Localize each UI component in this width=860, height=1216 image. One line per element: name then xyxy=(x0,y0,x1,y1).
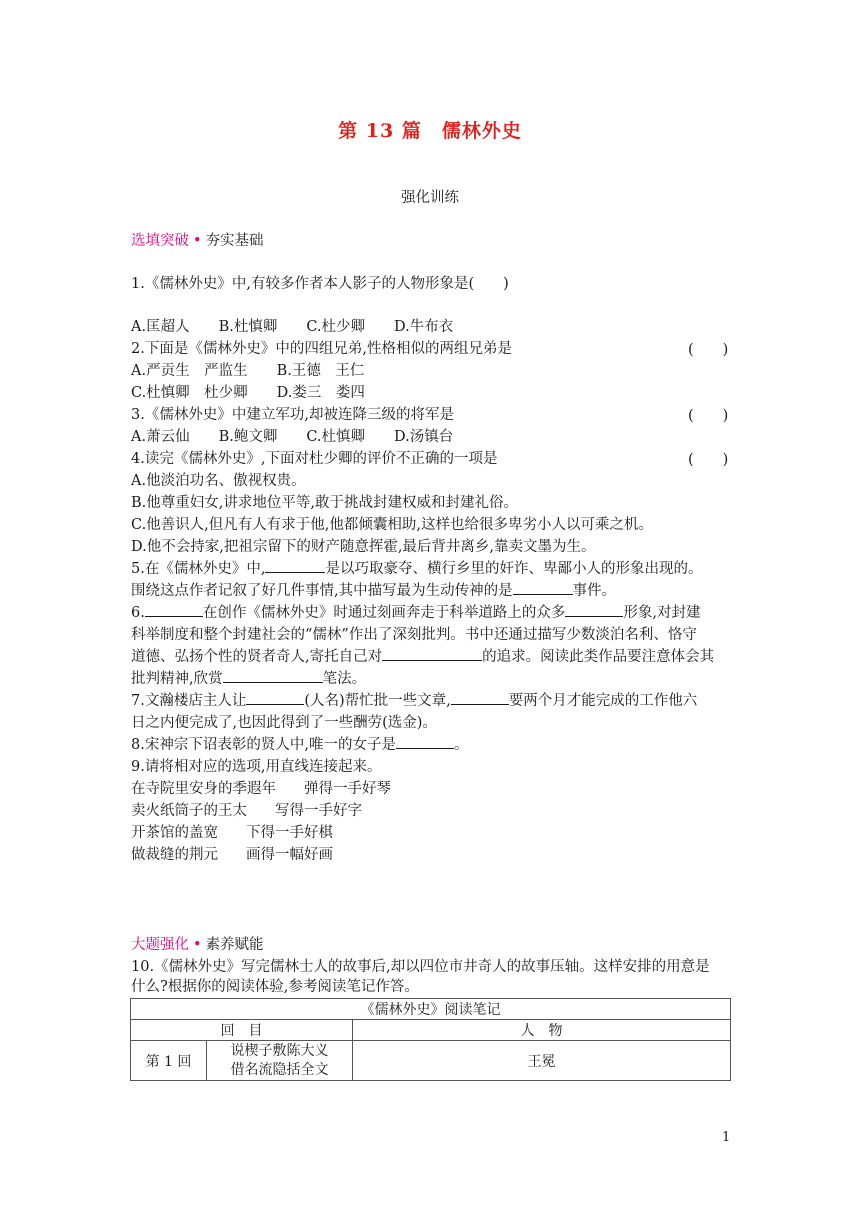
section-bullet: • xyxy=(193,233,202,249)
q6-line4 xyxy=(131,668,366,690)
q7-text-b: (人名)帮忙批一些文章, xyxy=(304,693,451,709)
q8-text-b: 。 xyxy=(453,737,469,753)
answer-blank[interactable] xyxy=(246,690,304,705)
page-subtitle: 强化训练 xyxy=(401,190,459,206)
page-number: 1 xyxy=(722,1130,731,1145)
answer-blank[interactable] xyxy=(265,558,325,573)
q2-options-cd: C.杜慎卿 杜少卿 D.娄三 娄四 xyxy=(131,385,365,401)
q6-text-d: 道德、弘扬个性的贤者奇人,寄托自己对 xyxy=(131,649,383,665)
q2-text: 2.下面是《儒林外史》中的四组兄弟,性格相似的两组兄弟是 xyxy=(131,341,512,357)
page-title: 第 13 篇 儒林外史 xyxy=(338,120,522,142)
section-sub: 夯实基础 xyxy=(205,233,264,249)
q3-options: A.萧云仙 B.鲍文卿 C.杜慎卿 D.汤镇台 xyxy=(131,429,454,445)
section-label: 大题强化 xyxy=(131,937,189,953)
chapter-title-line: 说楔子敷陈大义 xyxy=(230,1042,329,1059)
q6-text-b: 在创作《儒林外史》时通过刻画奔走于科举道路上的众多 xyxy=(202,605,566,621)
q6-text-e: 的追求。阅读此类作品要注意体会其 xyxy=(482,649,715,665)
q9-right-item[interactable]: 下得一手好棋 xyxy=(246,825,333,841)
q5-text-c: 围绕这点作者记叙了好几件事情,其中描写最为生动传神的是 xyxy=(131,583,513,599)
q4-option-a: A.他淡泊功名、傲视权贵。 xyxy=(131,473,306,489)
q9-left-item[interactable]: 做裁缝的荆元 xyxy=(131,847,218,863)
q4-paren: ( ) xyxy=(688,452,729,468)
q2-options-ab: A.严贡生 严监生 B.王德 王仁 xyxy=(131,363,365,379)
answer-blank[interactable] xyxy=(565,602,623,617)
answer-blank[interactable] xyxy=(145,602,203,617)
q10-line1: 10.《儒林外史》写完儒林士人的故事后,却以四位市井奇人的故事压轴。这样安排的用意是 xyxy=(131,959,710,975)
q9-text: 9.请将相对应的选项,用直线连接起来。 xyxy=(131,759,382,775)
answer-blank[interactable] xyxy=(223,668,323,683)
section-sub: 素养赋能 xyxy=(205,937,264,953)
section-header-basics xyxy=(131,230,264,252)
q6-line3 xyxy=(131,646,714,668)
q7-line2: 日之内便完成了,也因此得到了一些酬劳(选金)。 xyxy=(131,715,437,731)
q9-left-item[interactable]: 开茶馆的盖宽 xyxy=(131,825,218,841)
q9-row xyxy=(131,800,362,822)
q4-text: 4.读完《儒林外史》,下面对杜少卿的评价不正确的一项是 xyxy=(131,451,498,467)
q8-line xyxy=(131,734,468,756)
q3-paren: ( ) xyxy=(688,408,729,424)
q4-option-c: C.他善识人,但凡有人有求于他,他都倾囊相助,这样也给很多卑劣小人以可乘之机。 xyxy=(131,517,654,533)
q6-text-g: 笔法。 xyxy=(322,671,367,687)
answer-blank[interactable] xyxy=(451,690,509,705)
q4-option-d: D.他不会持家,把祖宗留下的财产随意挥霍,最后背井离乡,靠卖文墨为生。 xyxy=(131,539,596,555)
q6-line2: 科举制度和整个封建社会的“儒林”作出了深刻批判。书中还通过描写少数淡泊名利、恪守 xyxy=(131,627,697,643)
q5-text-d: 事件。 xyxy=(572,583,617,599)
q9-right-item[interactable]: 画得一幅好画 xyxy=(246,847,333,863)
answer-blank[interactable] xyxy=(382,646,482,661)
section-bullet: • xyxy=(193,937,202,953)
q5-text-b: 是以巧取豪夺、横行乡里的奸诈、卑鄙小人的形象出现的。 xyxy=(325,561,703,577)
q2-paren: ( ) xyxy=(688,342,729,358)
q7-line1 xyxy=(131,690,697,712)
q5-line1 xyxy=(131,558,702,580)
chapter-title-line: 借名流隐括全文 xyxy=(230,1061,329,1078)
q6-text-f: 批判精神,欣赏 xyxy=(131,671,223,687)
q5-line2 xyxy=(131,580,616,602)
q6-text-c: 形象,对封建 xyxy=(623,605,701,621)
answer-blank[interactable] xyxy=(396,734,454,749)
table-caption: 《儒林外史》阅读笔记 xyxy=(131,999,731,1020)
section-label: 选填突破 xyxy=(131,233,189,249)
q9-row xyxy=(131,844,333,866)
q8-text-a: 8.宋神宗下诏表彰的贤人中,唯一的女子是 xyxy=(131,737,396,753)
q10-line2: 什么?根据你的阅读体验,参考阅读笔记作答。 xyxy=(131,979,419,995)
q5-text-a: 5.在《儒林外史》中, xyxy=(131,561,266,577)
q9-left-item[interactable]: 在寺院里安身的季遐年 xyxy=(131,781,276,797)
q3-text: 3.《儒林外史》中建立军功,却被连降三级的将军是 xyxy=(131,407,454,423)
q1-options: A.匡超人 B.杜慎卿 C.杜少卿 D.牛布衣 xyxy=(131,319,454,335)
q9-right-item[interactable]: 写得一手好字 xyxy=(275,803,362,819)
q6-line1 xyxy=(131,602,700,624)
table-cell-person: 王冕 xyxy=(353,1041,731,1081)
q9-row xyxy=(131,778,391,800)
q9-right-item[interactable]: 弹得一手好琴 xyxy=(304,781,391,797)
table-header-chapter: 回 目 xyxy=(131,1020,353,1041)
q4-option-b: B.他尊重妇女,讲求地位平等,敢于挑战封建权威和封建礼俗。 xyxy=(131,495,518,511)
answer-blank[interactable] xyxy=(513,580,573,595)
reading-notes-table xyxy=(130,998,731,1081)
table-cell-chapter-title xyxy=(207,1041,353,1081)
q6-text-a: 6. xyxy=(131,605,145,621)
section-header-advanced xyxy=(131,934,264,956)
q9-left-item[interactable]: 卖火纸筒子的王太 xyxy=(131,803,247,819)
q9-row xyxy=(131,822,333,844)
q1-text: 1.《儒林外史》中,有较多作者本人影子的人物形象是( ) xyxy=(131,276,509,292)
table-header-person: 人 物 xyxy=(353,1020,731,1041)
q7-text-c: 要两个月才能完成的工作他六 xyxy=(508,693,698,709)
q7-text-a: 7.文瀚楼店主人让 xyxy=(131,693,247,709)
table-cell-chapter-num: 第 1 回 xyxy=(131,1041,207,1081)
